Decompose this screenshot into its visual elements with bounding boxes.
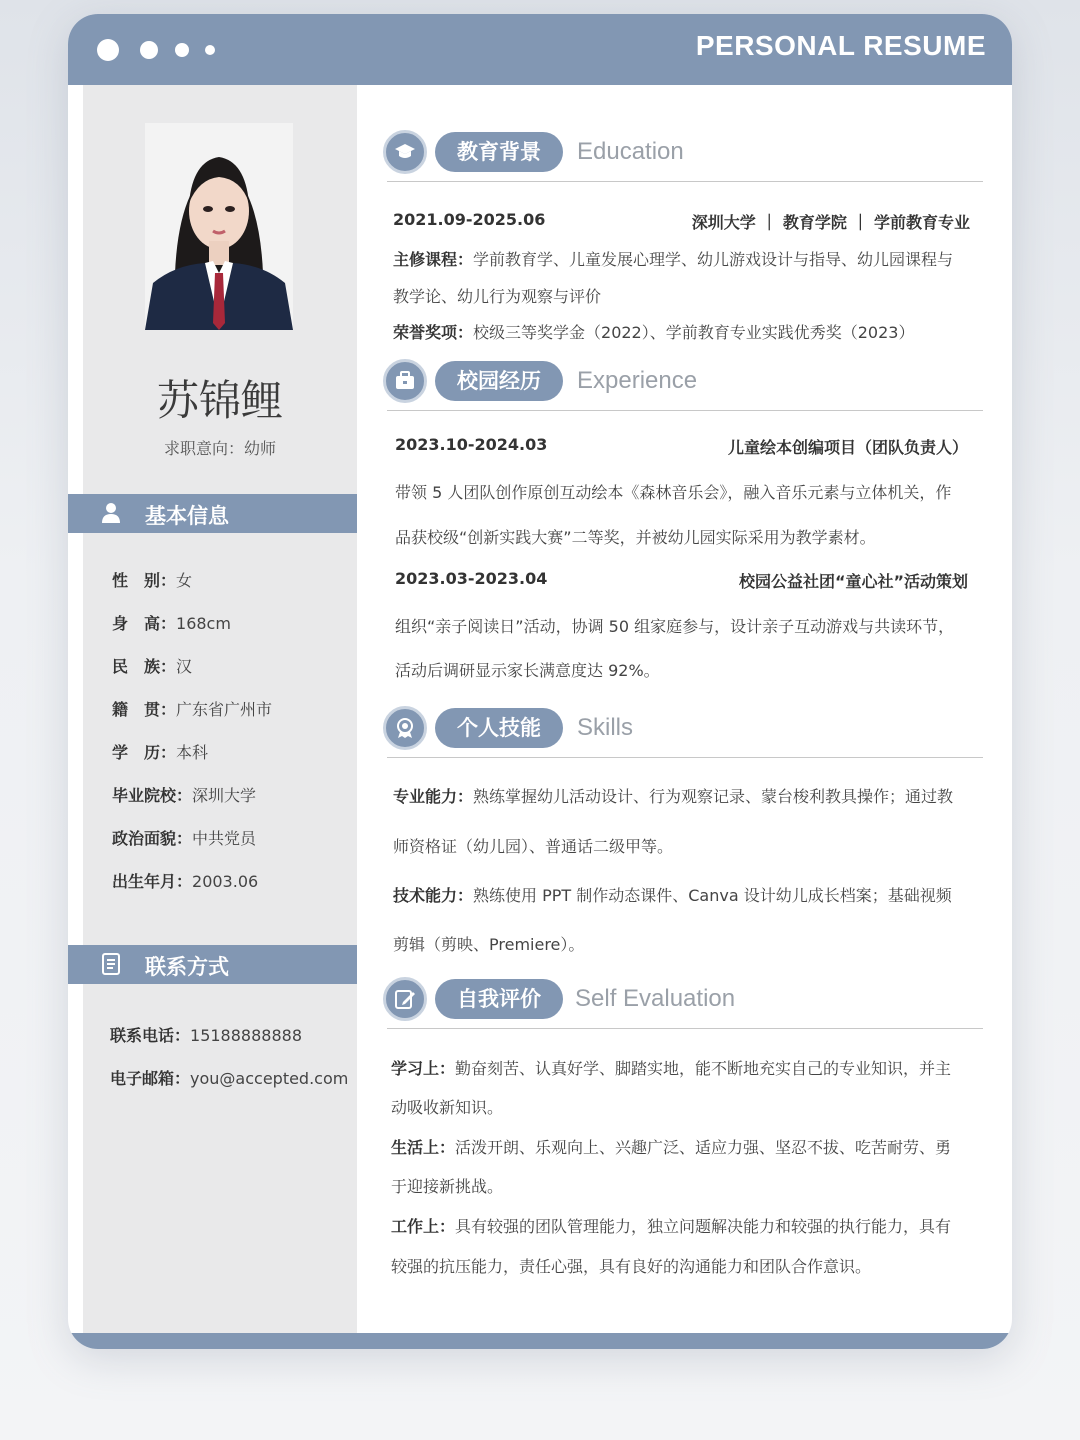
divider	[387, 410, 983, 411]
info-height	[112, 611, 231, 634]
experience-icon-badge	[383, 359, 427, 403]
info-label: 民 族：	[112, 657, 177, 676]
info-label: 籍 贯：	[112, 700, 177, 719]
info-political-status	[112, 826, 256, 849]
skills-technical	[393, 883, 952, 906]
candidate-name: 苏锦鲤	[156, 376, 283, 425]
skills-professional-cont: 师资格证（幼儿园）、普通话二级甲等。	[393, 837, 674, 856]
evaluation-life-cont: 于迎接新挑战。	[391, 1177, 504, 1196]
info-degree	[112, 740, 208, 763]
evaluation-work-cont: 较强的抗压能力，责任心强，具有良好的沟通能力和团队合作意识。	[391, 1257, 872, 1276]
experience-period: 2023.03-2023.04	[395, 569, 548, 588]
divider	[387, 1028, 983, 1029]
work-label: 工作上：	[391, 1217, 456, 1236]
window-dot-2	[140, 41, 158, 59]
evaluation-title: 自我评价	[435, 979, 563, 1019]
experience-period: 2023.10-2024.03	[395, 435, 548, 454]
education-courses	[393, 247, 953, 270]
document-icon	[100, 953, 122, 975]
skills-title: 个人技能	[435, 708, 563, 748]
info-ethnicity	[112, 654, 192, 677]
pro-label: 专业能力：	[393, 787, 474, 806]
award-icon	[394, 717, 416, 739]
info-hometown	[112, 697, 272, 720]
life-text: 活泼开朗、乐观向上、兴趣广泛、适应力强、坚忍不拔、吃苦耐劳、勇	[455, 1138, 952, 1157]
experience-title: 校园经历	[435, 361, 563, 401]
info-gender	[112, 568, 192, 591]
evaluation-study	[391, 1056, 951, 1079]
skills-technical-cont: 剪辑（剪映、Premiere）。	[393, 935, 585, 954]
job-intention: 求职意向：幼师	[163, 439, 276, 458]
info-label: 身 高：	[112, 614, 177, 633]
work-text: 具有较强的团队管理能力，独立问题解决能力和较强的执行能力，具有	[455, 1217, 952, 1236]
study-text: 勤奋刻苦、认真好学、脚踏实地，能不断地充实自己的专业知识，并主	[455, 1059, 952, 1078]
honors-label: 荣誉奖项：	[393, 323, 474, 342]
pro-text: 熟练掌握幼儿活动设计、行为观察记录、蒙台梭利教具操作；通过教	[473, 787, 954, 806]
contact-label: 联系方式	[145, 955, 229, 979]
info-school	[112, 783, 256, 806]
contact-phone	[110, 1023, 302, 1046]
evaluation-icon-badge	[383, 977, 427, 1021]
tech-text: 熟练使用 PPT 制作动态课件、Canva 设计幼儿成长档案；基础视频	[473, 886, 952, 905]
window-dot-4	[205, 45, 215, 55]
education-period: 2021.09-2025.06	[393, 210, 546, 229]
experience-description-cont: 活动后调研显示家长满意度达 92%。	[395, 661, 660, 680]
education-school: 深圳大学 ｜ 教育学院 ｜ 学前教育专业	[691, 213, 970, 232]
resume-title: PERSONAL RESUME	[695, 30, 986, 61]
window-dot-1	[97, 39, 119, 61]
divider	[387, 181, 983, 182]
info-label: 出生年月：	[112, 872, 193, 891]
info-value: 168cm	[176, 614, 231, 633]
life-label: 生活上：	[391, 1138, 456, 1157]
education-title: 教育背景	[435, 132, 563, 172]
experience-description: 组织“亲子阅读日”活动，协调 50 组家庭参与，设计亲子互动游戏与共读环节，	[395, 617, 955, 636]
study-label: 学习上：	[391, 1059, 456, 1078]
info-value: 2003.06	[192, 872, 259, 891]
experience-description-cont: 品获校级“创新实践大赛”二等奖，并被幼儿园实际采用为教学素材。	[395, 528, 876, 547]
info-label: 性 别：	[112, 571, 177, 590]
info-label: 电子邮箱：	[110, 1069, 191, 1088]
courses-label: 主修课程：	[393, 250, 474, 269]
basic-info-label: 基本信息	[145, 504, 229, 528]
phone-value[interactable]: 15188888888	[190, 1026, 302, 1045]
skills-professional	[393, 784, 953, 807]
info-value: 深圳大学	[192, 786, 257, 805]
experience-role: 儿童绘本创编项目（团队负责人）	[727, 438, 968, 457]
info-birth	[112, 869, 258, 892]
skills-title-en: Skills	[577, 714, 634, 741]
top-bar	[68, 14, 1012, 85]
skills-icon-badge	[383, 706, 427, 750]
info-label: 毕业院校：	[112, 786, 193, 805]
evaluation-life	[391, 1135, 951, 1158]
edit-icon	[394, 988, 416, 1010]
contact-email	[110, 1066, 348, 1089]
evaluation-study-cont: 动吸收新知识。	[391, 1098, 504, 1117]
honors-text: 校级三等奖学金（2022）、学前教育专业实践优秀奖（2023）	[473, 323, 915, 342]
experience-role: 校园公益社团“童心社”活动策划	[738, 572, 968, 591]
profile-photo	[145, 123, 293, 330]
education-courses-cont: 教学论、幼儿行为观察与评价	[393, 287, 602, 306]
bottom-bar	[68, 1333, 1012, 1349]
briefcase-icon	[394, 370, 416, 392]
evaluation-work	[391, 1214, 951, 1237]
person-icon	[100, 502, 122, 524]
info-value: 本科	[176, 743, 209, 762]
experience-description: 带领 5 人团队创作原创互动绘本《森林音乐会》，融入音乐元素与立体机关，作	[395, 483, 952, 502]
tech-label: 技术能力：	[393, 886, 474, 905]
graduation-cap-icon	[394, 141, 416, 163]
education-honors	[393, 320, 914, 343]
email-value[interactable]: you@accepted.com	[190, 1069, 349, 1088]
info-label: 学 历：	[112, 743, 177, 762]
experience-title-en: Experience	[577, 367, 698, 394]
education-icon-badge	[383, 130, 427, 174]
window-dot-3	[175, 43, 189, 57]
info-value: 中共党员	[192, 829, 257, 848]
education-title-en: Education	[577, 138, 684, 165]
info-label: 联系电话：	[110, 1026, 191, 1045]
info-label: 政治面貌：	[112, 829, 193, 848]
info-value: 汉	[176, 657, 193, 676]
contact-heading	[68, 945, 357, 984]
resume-card	[68, 14, 1012, 1349]
info-value: 女	[176, 571, 193, 590]
basic-info-heading	[68, 494, 357, 533]
courses-text: 学前教育学、儿童发展心理学、幼儿游戏设计与指导、幼儿园课程与	[473, 250, 954, 269]
info-value: 广东省广州市	[176, 700, 273, 719]
evaluation-title-en: Self Evaluation	[575, 985, 736, 1012]
divider	[387, 757, 983, 758]
